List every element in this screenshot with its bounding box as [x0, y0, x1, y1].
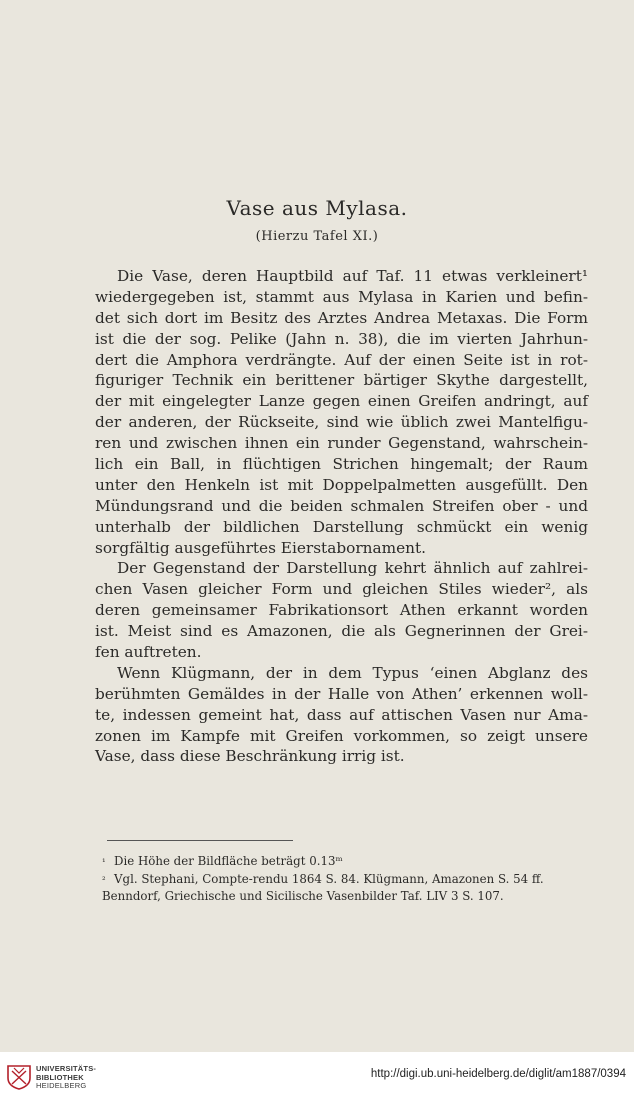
- footnote: [102, 871, 595, 889]
- text-line: sorgfältig ausgeführtes Eierstabornament.: [95, 538, 427, 557]
- footnote-text: Vgl. Stephani, Compte-rendu 1864 S. 84. Klügmann, Amazonen S. 54 ff.: [114, 871, 544, 886]
- text-line: figuriger Technik ein berittener bärtiger Skythe dargestellt,: [95, 371, 588, 390]
- library-logo-icon: [6, 1062, 32, 1090]
- text-line: Mündungsrand und die beiden schmalen Streifen ober - und: [95, 496, 588, 515]
- text-line: zonen im Kampfe mit Greifen vorkommen, so zeigt unsere: [95, 726, 588, 745]
- text-line: berühmten Gemäldes in der Halle von Athen’ erkennen woll-: [95, 684, 588, 703]
- footnote-number: ¹: [102, 858, 106, 868]
- body-text: [95, 266, 588, 767]
- footnote-divider: [107, 840, 293, 841]
- text-line: Die Vase, deren Hauptbild auf Taf. 11 etwas verkleinert¹: [117, 267, 588, 285]
- text-line: unter den Henkeln ist mit Doppelpalmetten ausgefüllt. Den: [95, 475, 588, 494]
- text-line: det sich dort im Besitz des Arztes Andrea Metaxas. Die Form: [95, 308, 588, 327]
- text-line: ist die der sog. Pelike (Jahn n. 38), die im vierten Jahrhun-: [95, 329, 588, 348]
- text-line: der anderen, der Rückseite, sind wie üblich zwei Mantelfigu-: [95, 413, 588, 432]
- text-line: wiedergegeben ist, stammt aus Mylasa in Karien und befin-: [95, 287, 588, 306]
- text-line: lich ein Ball, in flüchtigen Strichen hingemalt; der Raum: [95, 455, 588, 474]
- text-line: Wenn Klügmann, der in dem Typus ‘einen Abglanz des: [117, 663, 588, 682]
- text-line: te, indessen gemeint hat, dass auf attischen Vasen nur Ama-: [95, 705, 588, 724]
- text-line: unterhalb der bildlichen Darstellung schmückt ein wenig: [95, 517, 588, 536]
- footnote-continuation: [102, 888, 595, 906]
- text-line: fen auftreten.: [95, 643, 202, 662]
- footer-bar: [0, 1052, 634, 1100]
- text-line: chen Vasen gleicher Form und gleichen Stiles wieder², als: [95, 580, 588, 599]
- footnote-text: Die Höhe der Bildfläche beträgt 0.13ᵐ: [114, 854, 343, 868]
- source-url-link[interactable]: http://digi.ub.uni-heidelberg.de/diglit/am1887/0394: [370, 1068, 626, 1080]
- text-line: Vase, dass diese Beschränkung irrig ist.: [95, 747, 405, 766]
- footnote: [102, 853, 595, 871]
- text-line: deren gemeinsamer Fabrikationsort Athen erkannt worden: [95, 601, 588, 620]
- article-title: Vase aus Mylasa.: [226, 196, 408, 220]
- text-line: dert die Amphora verdrängte. Auf der einen Seite ist in rot-: [95, 350, 588, 369]
- footnote-number: ²: [102, 875, 106, 886]
- text-line: der mit eingelegter Lanze gegen einen Greifen andringt, auf: [95, 392, 588, 411]
- library-name: UNIVERSITÄTS- BIBLIOTHEK HEIDELBERG: [36, 1064, 97, 1090]
- text-line: Der Gegenstand der Darstellung kehrt ähnlich auf zahlrei-: [117, 559, 588, 578]
- text-line: ist. Meist sind es Amazonen, die als Gegnerinnen der Grei-: [95, 622, 588, 641]
- footnotes: [102, 853, 595, 906]
- text-line: ren und zwischen ihnen ein runder Gegenstand, wahrschein-: [95, 434, 588, 453]
- footnote-text: Benndorf, Griechische und Sicilische Vasenbilder Taf. LIV 3 S. 107.: [102, 889, 504, 903]
- article-subtitle: (Hierzu Tafel XI.): [255, 229, 379, 244]
